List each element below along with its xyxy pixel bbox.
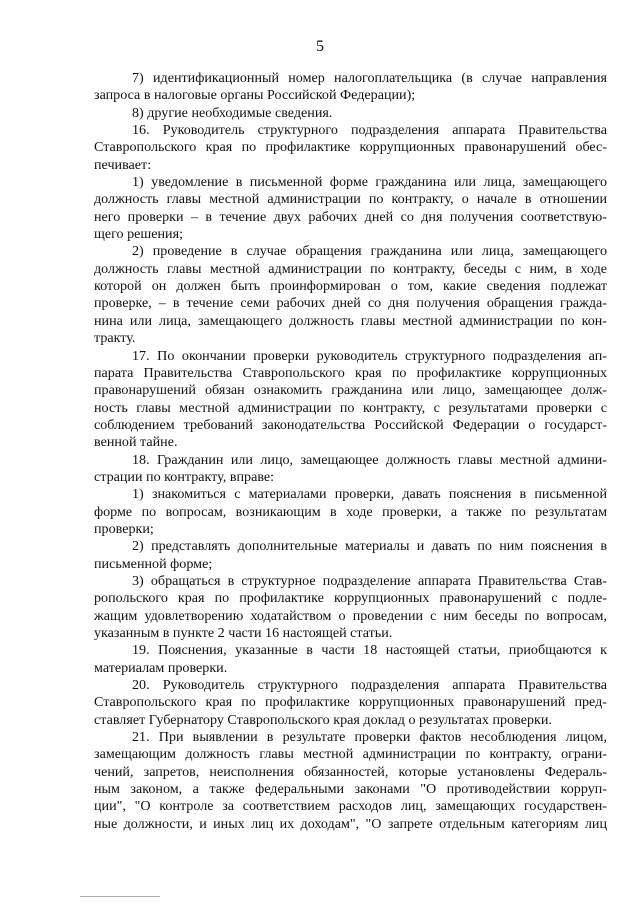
document-body	[94, 70, 607, 833]
text-line: нина или лица, замещающего должность главы местной администрации по кон-	[94, 312, 607, 329]
text-line: 2) проведение в случае обращения гражданина или лица, замещающего	[132, 243, 607, 260]
text-line: 18. Гражданин или лицо, замещающее должность главы местной админи-	[132, 451, 607, 468]
text-line: запроса в налоговые органы Российской Федерации);	[94, 87, 416, 104]
text-line: ции", "О контроле за соответствием расходов лиц, замещающих государствен-	[94, 798, 607, 815]
text-line: правонарушений обязан ознакомить гражданина или лицо, замещающее долж-	[94, 382, 607, 399]
text-line: 1) знакомиться с материалами проверки, давать пояснения в письменной	[132, 486, 607, 503]
text-line: страции по контракту, вправе:	[94, 468, 275, 485]
text-line: ные должности, и иных лиц их доходам", "О запрете отдельным категориям лиц	[94, 815, 607, 832]
paragraph	[94, 105, 607, 122]
text-line: чений, запретов, неисполнения обязанностей, которые установлены Федераль-	[94, 763, 607, 780]
text-line: ным законом, а также федеральными законами "О противодействии корруп-	[94, 781, 607, 798]
text-line: 2) представлять дополнительные материалы и давать по ним пояснения в	[132, 538, 607, 555]
text-line: ропольского края по профилактике коррупционных правонарушений с подле-	[94, 590, 607, 607]
paragraph	[94, 538, 607, 573]
paragraph	[94, 122, 607, 174]
text-line: жащим удовлетворению ходатайством о проведении с ним беседы по вопросам,	[94, 607, 607, 624]
text-line: него проверки – в течение двух рабочих дней со дня получения соответствую-	[94, 208, 607, 225]
text-line: ность главы местной администрации по контракту, с результатами проверки с	[94, 399, 607, 416]
text-line: проверке, – в течение семи рабочих дней со дня получения обращения гражда-	[94, 295, 607, 312]
text-line: венной тайне.	[94, 434, 178, 451]
text-line: письменной форме;	[94, 555, 213, 572]
text-line: замещающим должность главы местной администрации по контракту, ограни-	[94, 746, 607, 763]
text-line: 7) идентификационный номер налогоплательщика (в случае направления	[132, 70, 607, 86]
text-line: 3) обращаться в структурное подразделение аппарата Правительства Став-	[132, 572, 607, 589]
text-line: ставляет Губернатору Ставропольского края доклад о результатах проверки.	[94, 711, 552, 728]
paragraph	[94, 729, 607, 833]
text-line: указанным в пункте 2 части 16 настоящей статьи.	[94, 625, 393, 641]
text-line: проверки;	[94, 520, 154, 537]
text-line: форме по вопросам, возникающим в ходе проверки, а также по результатам	[94, 503, 607, 520]
paragraph	[94, 174, 607, 243]
page-number: 5	[316, 38, 324, 55]
paragraph	[94, 70, 607, 105]
paragraph	[94, 348, 607, 452]
text-line: тракту.	[94, 330, 136, 347]
text-line: 1) уведомление в письменной форме гражданина или лица, замещающего	[132, 174, 607, 191]
paragraph	[94, 243, 607, 347]
paragraph	[94, 486, 607, 538]
text-line: 16. Руководитель структурного подразделения аппарата Правительства	[132, 122, 607, 139]
text-line: щего решения;	[94, 226, 184, 243]
text-line: Ставропольского края по профилактике коррупционных правонарушений обес-	[94, 139, 607, 156]
text-line: должность главы местной администрации по контракту, беседы с ним, в ходе	[94, 260, 607, 277]
text-line: материалам проверки.	[94, 659, 228, 676]
paragraph	[94, 677, 607, 729]
paragraph	[94, 573, 607, 642]
text-line: 8) другие необходимые сведения.	[132, 104, 333, 121]
paragraph	[94, 452, 607, 487]
paragraph	[94, 642, 607, 677]
text-line: парата Правительства Ставропольского края по профилактике коррупционных	[94, 364, 607, 381]
text-line: печивает:	[94, 156, 152, 173]
footer-rule	[80, 896, 160, 897]
text-line: 21. При выявлении в результате проверки фактов несоблюдения лицом,	[132, 729, 607, 746]
text-line: Ставропольского края по профилактике коррупционных правонарушений пред-	[94, 694, 607, 711]
text-line: соблюдением требований законодательства Российской Федерации о государст-	[94, 416, 607, 433]
text-line: должность главы местной администрации по контракту, о начале в отношении	[94, 191, 607, 208]
text-line: которой он должен быть проинформирован о том, какие сведения подлежат	[94, 278, 607, 295]
text-line: 20. Руководитель структурного подразделения аппарата Правительства	[132, 677, 607, 694]
text-line: 17. По окончании проверки руководитель структурного подразделения ап-	[132, 347, 607, 364]
text-line: 19. Пояснения, указанные в части 18 настоящей статьи, приобщаются к	[132, 642, 607, 659]
